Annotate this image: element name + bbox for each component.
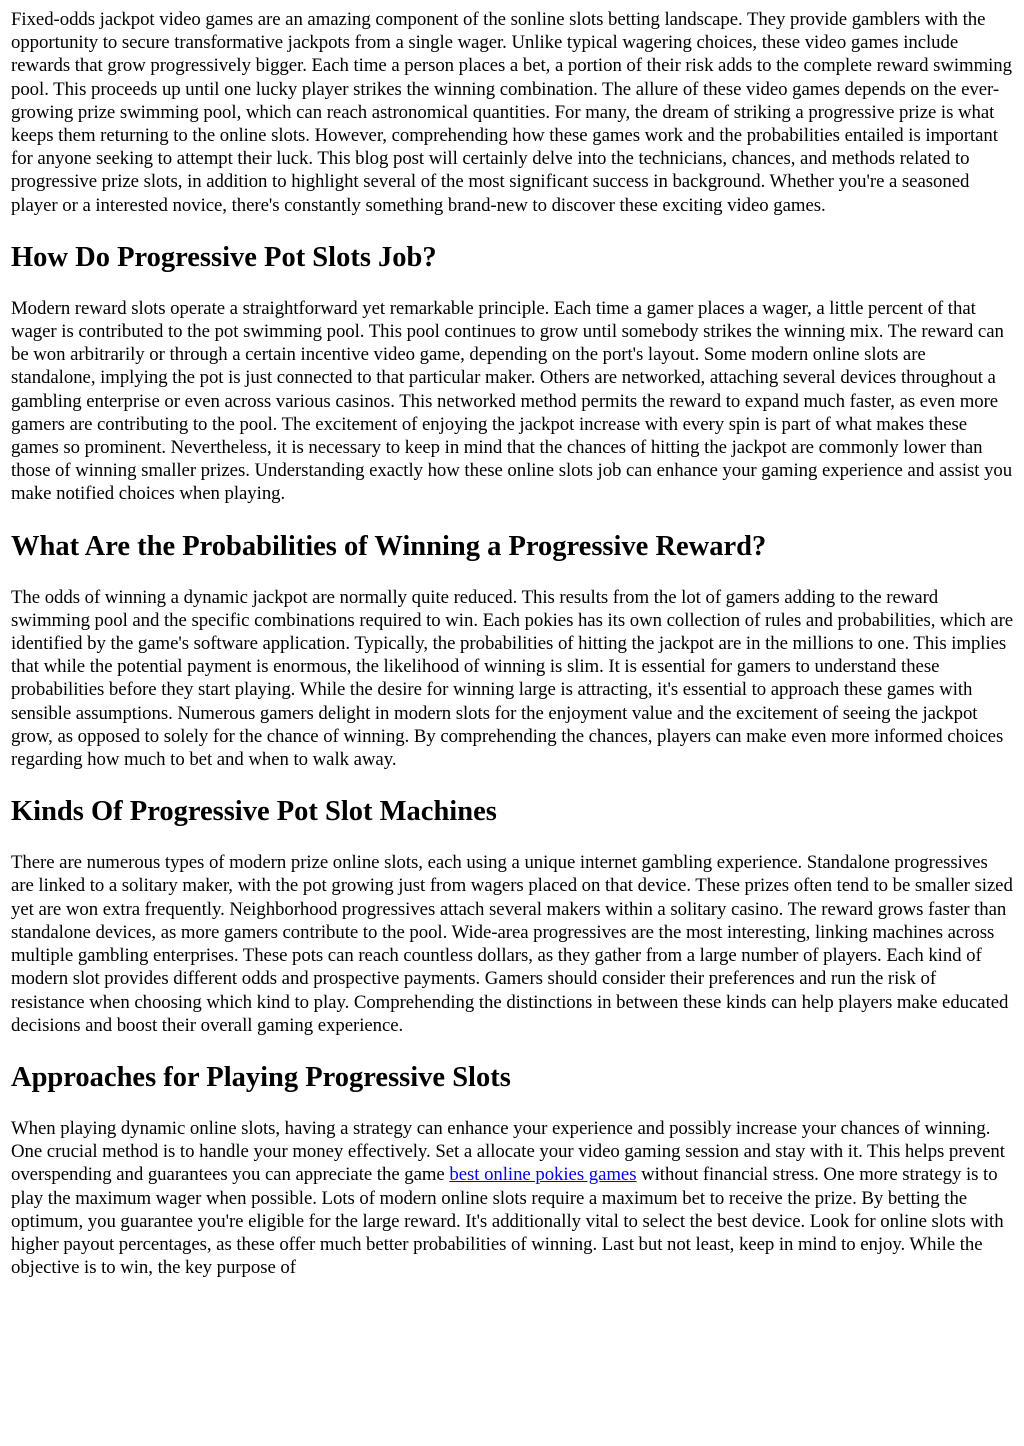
best-online-pokies-link[interactable]: best online pokies games [449,1164,637,1186]
section-paragraph-kinds: There are numerous types of modern prize online slots, each using a unique internet gambling experience. Standalone progressives are linked to a solitary maker, with the pot growing just from wagers placed on that device. These prizes often tend to be smaller sized yet are won extra frequently. Neighborhood progressives attach several makers within a solitary casino. The reward grows faster than standalone devices, as more gamers contribute to the pool. Wide-area progressives are the most interesting, linking machines across multiple gambling enterprises. These pots can reach countless dollars, as they gather from a large number of players. Each kind of modern slot provides different odds and prospective payments. Gamers should consider their preferences and run the risk of resistance when choosing which kind to play. Comprehending the distinctions in between these kinds can help players make educated decisions and boost their overall gaming experience. [11,852,1013,1036]
section-heading-how-it-works: How Do Progressive Pot Slots Job? [11,241,437,273]
section-paragraph-how-it-works: Modern reward slots operate a straightforward yet remarkable principle. Each time a gamer places a wager, a little percent of that wager is contributed to the pot swimming pool. This pool continues to grow until somebody strikes the winning mix. The reward can be won arbitrarily or through a certain incentive video game, depending on the port's layout. Some modern online slots are standalone, implying the pot is just connected to that particular maker. Others are networked, attaching several devices throughout a gambling enterprise or even across various casinos. This networked method permits the reward to expand much faster, as even more gamers are contributing to the pool. The excitement of enjoying the jackpot increase with every spin is part of what makes these games so prominent. Nevertheless, it is necessary to keep in mind that the chances of hitting the jackpot are commonly lower than those of winning smaller prizes. Understanding exactly how these online slots job can enhance your gaming experience and assist you make notified choices when playing. [11,297,1013,505]
approaches-text-after-link: without financial stress. One more strategy is to play the maximum wager when possible. Lots of modern online slots require a maximum bet to receive the prize. By betting the optimum, you guarantee you're eligible for the large reward. It's additionally vital to select the best device. Look for online slots with higher payout percentages, as these offer much better probabilities of winning. Last but not least, keep in mind to enjoy. While the objective is to win, the key purpose of [11,1164,1004,1279]
section-heading-odds: What Are the Probabilities of Winning a Progressive Reward? [11,530,767,562]
section-heading-kinds: Kinds Of Progressive Pot Slot Machines [11,796,497,828]
section-heading-approaches: Approaches for Playing Progressive Slots [11,1061,511,1093]
intro-paragraph: Fixed-odds jackpot video games are an amazing component of the sonline slots betting landscape. They provide gamblers with the opportunity to secure transformative jackpots from a single wager. Unlike typical wagering choices, these video games include rewards that grow progressively bigger. Each time a person places a bet, a portion of their risk adds to the complete reward swimming pool. This proceeds up until one lucky player strikes the winning combination. The allure of these video games depends on the ever-growing prize swimming pool, which can reach astronomical quantities. For many, the dream of striking a progressive prize is what keeps them returning to the online slots. However, comprehending how these games work and the probabilities entailed is important for anyone seeking to attempt their luck. This blog post will certainly delve into the technicians, chances, and methods related to progressive prize slots, in addition to highlight several of the most significant success in background. Whether you're a seasoned player or a interested novice, there's constantly something brand-new to discover these exciting video games. [11,9,1012,216]
approaches-text-before-link: When playing dynamic online slots, having a strategy can enhance your experience and possibly increase your chances of winning. One crucial method is to handle your money effectively. Set a allocate your video gaming session and stay with it. This helps prevent overspending and guarantees you can appreciate the game [11,1117,1005,1186]
section-paragraph-approaches [11,1117,1014,1279]
section-paragraph-odds: The odds of winning a dynamic jackpot are normally quite reduced. This results from the lot of gamers adding to the reward swimming pool and the specific combinations required to win. Each pokies has its own collection of rules and probabilities, which are identified by the game's software application. Typically, the probabilities of hitting the jackpot are in the millions to one. This implies that while the potential payment is enormous, the likelihood of winning is slim. It is essential for gamers to understand these probabilities before they start playing. While the desire for winning large is attracting, it's essential to approach these games with sensible assumptions. Numerous gamers delight in modern slots for the enjoyment value and the excitement of seeing the jackpot grow, as opposed to solely for the chance of winning. By comprehending the chances, players can make even more informed choices regarding how much to bet and when to walk away. [11,586,1014,771]
